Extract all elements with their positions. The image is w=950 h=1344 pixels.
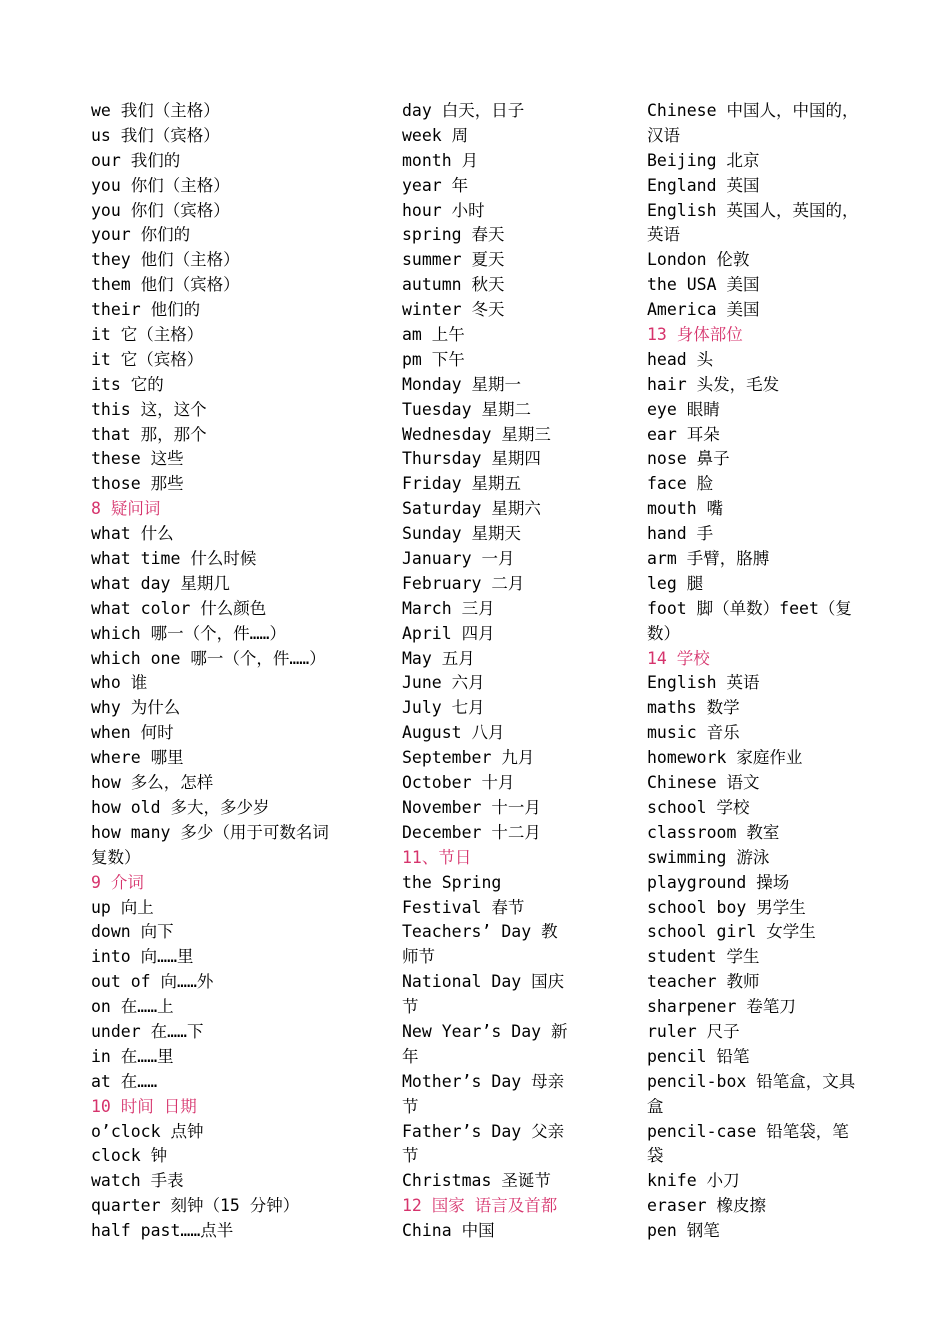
vocab-line: they 他们（主格） [91, 250, 240, 270]
section-heading: 12 国家 语言及首都 [402, 1196, 558, 1216]
vocab-line: face 脸 [647, 474, 714, 494]
vocab-line: clock 钟 [91, 1146, 168, 1166]
vocab-line: Sunday 星期天 [402, 524, 522, 544]
vocab-line: August 八月 [402, 723, 505, 743]
vocab-line: us 我们（宾格） [91, 125, 220, 145]
vocab-line: December 十二月 [402, 822, 541, 842]
vocab-line: in 在……里 [91, 1046, 174, 1066]
vocab-line: 节 [402, 1096, 419, 1116]
vocab-line: hour 小时 [402, 200, 485, 220]
vocab-line: under 在……下 [91, 1021, 204, 1041]
vocab-line: Mother’s Day 母亲 [402, 1071, 565, 1091]
vocab-line: up 向上 [91, 897, 154, 917]
vocab-line: Wednesday 星期三 [402, 424, 551, 444]
vocab-line: maths 数学 [647, 698, 740, 718]
vocab-line: London 伦敦 [647, 250, 750, 270]
vocab-line: February 二月 [402, 573, 525, 593]
vocab-line: Friday 星期五 [402, 474, 522, 494]
vocab-line: you 你们（主格） [91, 175, 230, 195]
vocab-line: down 向下 [91, 922, 174, 942]
vocab-line: this 这，这个 [91, 399, 207, 419]
vocab-line: half past……点半 [91, 1221, 234, 1241]
vocab-line: winter 冬天 [402, 300, 505, 320]
vocab-line: what 什么 [91, 524, 174, 544]
vocab-line: Chinese 语文 [647, 773, 760, 793]
vocab-column-right [647, 99, 877, 1244]
vocab-line: pencil 铅笔 [647, 1046, 750, 1066]
vocab-line: summer 夏天 [402, 250, 505, 270]
vocab-line: where 哪里 [91, 748, 184, 768]
vocab-line: knife 小刀 [647, 1171, 740, 1191]
vocab-line: 节 [402, 1146, 419, 1166]
vocab-line: who 谁 [91, 673, 148, 693]
vocab-line: those 那些 [91, 474, 184, 494]
vocab-line: how 多么，怎样 [91, 773, 214, 793]
vocab-line: January 一月 [402, 549, 515, 569]
vocab-line: hand 手 [647, 524, 714, 544]
vocab-line: teacher 教师 [647, 972, 760, 992]
vocab-line: English 英语 [647, 673, 760, 693]
vocab-line: pencil-case 铅笔袋，笔 [647, 1121, 849, 1141]
vocab-line: classroom 教室 [647, 822, 780, 842]
vocab-line: it 它（宾格） [91, 349, 204, 369]
vocab-line: May 五月 [402, 648, 475, 668]
vocab-line: nose 鼻子 [647, 449, 730, 469]
vocab-line: why 为什么 [91, 698, 181, 718]
vocab-line: spring 春天 [402, 225, 505, 245]
vocab-column-left [91, 99, 376, 1244]
vocab-line: New Year’s Day 新 [402, 1021, 568, 1041]
vocab-line: head 头 [647, 349, 714, 369]
vocab-line: hair 头发，毛发 [647, 374, 780, 394]
vocab-line: foot 脚（单数）feet（复 [647, 598, 852, 618]
vocab-line: its 它的 [91, 374, 164, 394]
vocab-line: Father’s Day 父亲 [402, 1121, 565, 1141]
vocab-line: day 白天，日子 [402, 101, 525, 120]
vocab-line: them 他们（宾格） [91, 275, 240, 295]
vocab-line: school 学校 [647, 797, 750, 817]
vocab-line: we 我们（主格） [91, 101, 220, 120]
vocab-line: English 英国人，英国的， [647, 200, 859, 220]
vocab-line: their 他们的 [91, 300, 201, 320]
vocab-line: March 三月 [402, 598, 495, 618]
vocab-line: month 月 [402, 150, 479, 170]
vocab-line: when 何时 [91, 723, 174, 743]
vocab-line: the USA 美国 [647, 275, 760, 295]
section-heading: 14 学校 [647, 648, 710, 668]
vocab-line: Chinese 中国人，中国的， [647, 101, 859, 120]
vocab-line: our 我们的 [91, 150, 181, 170]
vocab-line: ear 耳朵 [647, 424, 720, 444]
vocab-line: which one 哪一（个，件……） [91, 648, 326, 668]
vocab-line: July 七月 [402, 698, 485, 718]
vocab-line: on 在……上 [91, 997, 174, 1017]
vocab-line: your 你们的 [91, 225, 191, 245]
vocab-line: June 六月 [402, 673, 485, 693]
vocab-line: Festival 春节 [402, 897, 525, 917]
vocab-line: 师节 [402, 947, 435, 967]
vocab-line: pen 钢笔 [647, 1221, 720, 1241]
section-heading: 11、节日 [402, 847, 472, 867]
vocab-line: 英语 [647, 225, 680, 245]
vocab-line: pm 下午 [402, 349, 465, 369]
vocab-line: eraser 橡皮擦 [647, 1196, 767, 1216]
vocab-column-middle [402, 99, 587, 1244]
vocab-line: 复数） [91, 847, 141, 867]
vocab-line: 盒 [647, 1096, 664, 1116]
vocab-line: October 十月 [402, 773, 515, 793]
vocab-line: 数） [647, 623, 680, 643]
vocab-line: Beijing 北京 [647, 150, 760, 170]
vocab-line: 汉语 [647, 125, 680, 145]
section-heading: 13 身体部位 [647, 325, 743, 345]
vocab-line: watch 手表 [91, 1171, 184, 1191]
vocab-line: how old 多大，多少岁 [91, 797, 270, 817]
vocab-line: Tuesday 星期二 [402, 399, 531, 419]
vocab-line: Saturday 星期六 [402, 499, 541, 519]
vocab-line: the Spring [402, 872, 502, 892]
vocab-line: September 九月 [402, 748, 535, 768]
vocab-line: 袋 [647, 1146, 664, 1166]
vocab-line: playground 操场 [647, 872, 790, 892]
vocab-line: ruler 尺子 [647, 1021, 740, 1041]
vocab-line: England 英国 [647, 175, 760, 195]
vocab-line: student 学生 [647, 947, 760, 967]
vocab-line: what time 什么时候 [91, 549, 257, 569]
vocab-line: which 哪一（个，件……） [91, 623, 286, 643]
vocab-line: into 向……里 [91, 947, 194, 967]
vocab-line: arm 手臂，胳膊 [647, 549, 770, 569]
vocab-line: pencil-box 铅笔盒，文具 [647, 1071, 856, 1091]
vocab-line: music 音乐 [647, 723, 740, 743]
vocab-line: sharpener 卷笔刀 [647, 997, 796, 1017]
vocab-line: April 四月 [402, 623, 495, 643]
vocab-line: mouth 嘴 [647, 499, 724, 519]
vocab-line: quarter 刻钟（15 分钟） [91, 1196, 300, 1216]
vocab-line: leg 腿 [647, 573, 704, 593]
vocab-line: November 十一月 [402, 797, 541, 817]
vocab-line: Christmas 圣诞节 [402, 1171, 551, 1191]
vocab-line: o’clock 点钟 [91, 1121, 204, 1141]
vocab-line: school girl 女学生 [647, 922, 816, 942]
vocab-line: China 中国 [402, 1221, 495, 1241]
vocab-line: am 上午 [402, 325, 465, 345]
section-heading: 8 疑问词 [91, 499, 161, 519]
vocab-line: Monday 星期一 [402, 374, 522, 394]
vocab-line: homework 家庭作业 [647, 748, 803, 768]
vocab-line: swimming 游泳 [647, 847, 770, 867]
section-heading: 10 时间 日期 [91, 1096, 197, 1116]
vocab-line: what color 什么颜色 [91, 598, 267, 618]
vocab-line: Thursday 星期四 [402, 449, 541, 469]
vocab-line: you 你们（宾格） [91, 200, 230, 220]
vocab-line: week 周 [402, 125, 469, 145]
vocab-line: 年 [402, 1046, 419, 1066]
vocab-line: these 这些 [91, 449, 184, 469]
vocab-line: 节 [402, 997, 419, 1017]
section-heading: 9 介词 [91, 872, 144, 892]
vocab-line: how many 多少（用于可数名词 [91, 822, 329, 842]
vocab-line: Teachers’ Day 教 [402, 922, 558, 942]
vocab-line: out of 向……外 [91, 972, 214, 992]
vocab-line: at 在…… [91, 1071, 158, 1091]
vocab-line: autumn 秋天 [402, 275, 505, 295]
vocab-line: it 它（主格） [91, 325, 204, 345]
vocab-line: what day 星期几 [91, 573, 230, 593]
vocab-line: that 那，那个 [91, 424, 207, 444]
vocab-line: America 美国 [647, 300, 760, 320]
vocab-line: school boy 男学生 [647, 897, 806, 917]
vocab-line: eye 眼睛 [647, 399, 720, 419]
vocab-line: year 年 [402, 175, 469, 195]
vocab-line: National Day 国庆 [402, 972, 565, 992]
